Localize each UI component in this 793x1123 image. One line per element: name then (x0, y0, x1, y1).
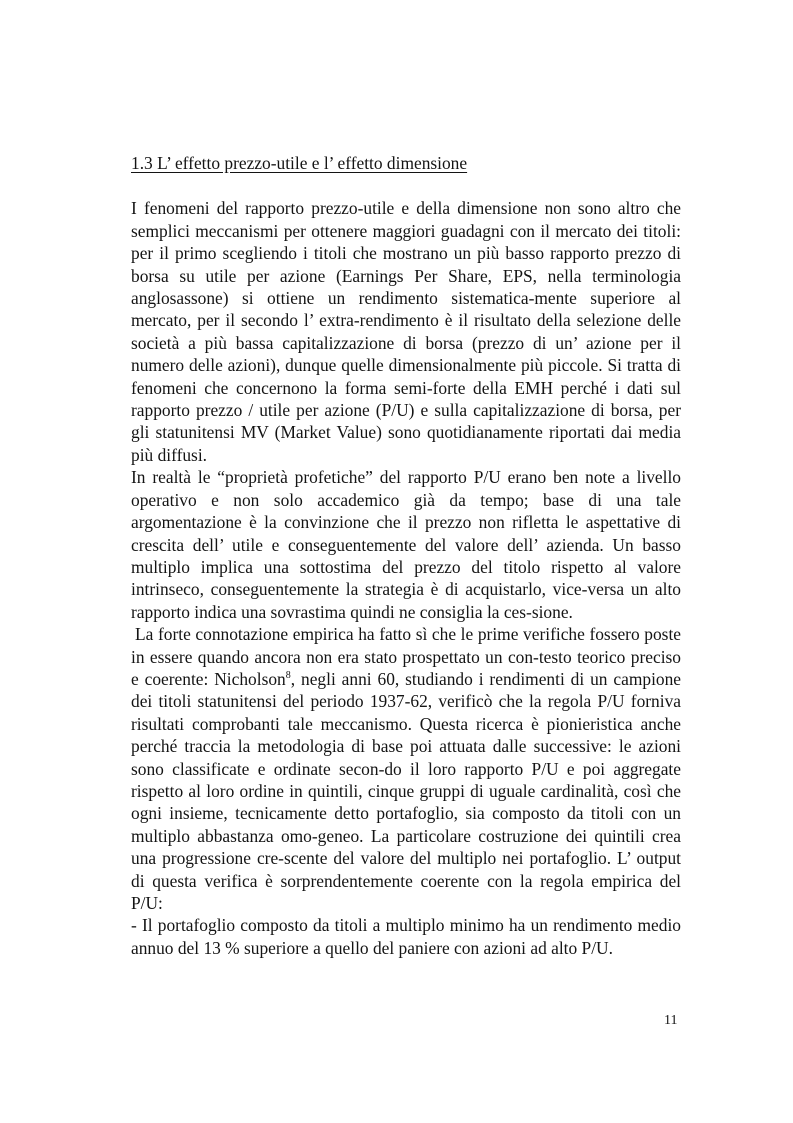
footnote-ref[interactable]: 8 (285, 669, 291, 681)
page-number: 11 (664, 1013, 678, 1028)
paragraph-3-text-a: La forte connotazione empirica ha fatto sì che le prime verifiche fossero poste in essere quando ancora non era stato prospettato un con-testo teorico preciso e coerente: Nicholson (131, 624, 681, 689)
paragraph-1: I fenomeni del rapporto prezzo-utile e della dimensione non sono altro che semplici meccanismi per ottenere maggiori guadagni con il mercato dei titoli: per il primo scegliendo i titoli che mostrano un più basso rapporto prezzo di borsa su utile per azione (Earnings Per Share, EPS, nella terminologia anglosassone) si ottiene un rendimento sistematica-mente superiore al mercato, per il secondo l’ extra-rendimento è il risultato della selezione delle società a più bassa capitalizzazione di borsa (prezzo di un’ azione per il numero delle azioni), dunque quelle dimensionalmente più piccole. Si tratta di fenomeni che concernono la forma semi-forte della EMH perché i dati sul rapporto prezzo / utile per azione (P/U) e sulla capitalizzazione di borsa, per gli statunitensi MV (Market Value) sono quotidianamente riportati dai media più diffusi. (131, 198, 681, 465)
bullet-item: - Il portafoglio composto da titoli a multiplo minimo ha un rendimento medio annuo del 13 % superiore a quello del paniere con azioni ad alto P/U. (131, 915, 681, 958)
paragraph-3-text-b: , negli anni 60, studiando i rendimenti di un campione dei titoli statunitensi del periodo 1937-62, verificò che la regola P/U forniva risultati comprobanti tale meccanismo. Questa ricerca è pionieristica anche perché traccia la metodologia di base poi attuata dalle successive: le azioni sono classificate e ordinate secon-do il loro rapporto P/U e poi aggregate rispetto al loro ordine in quintili, cinque gruppi di uguale cardinalità, così che ogni insieme, tecnicamente detto portafoglio, sia composto da titoli con un multiplo abbastanza omo-geneo. La particolare costruzione dei quintili crea una progressione cre-scente del valore del multiplo nei portafoglio. L’ output di questa verifica è sorprendentemente coerente con la regola empirica del P/U: (131, 668, 682, 913)
paragraph-2: In realtà le “proprietà profetiche” del rapporto P/U erano ben note a livello operativo e non solo accademico già da tempo; base di una tale argomentazione è la convinzione che il prezzo non rifletta le aspettative di crescita dell’ utile e conseguentemente del valore dell’ azienda. Un basso multiplo implica una sottostima del prezzo del titolo rispetto al valore intrinseco, conseguentemente la strategia è di acquistarlo, vice-versa un alto rapporto indica una sovrastima quindi ne consiglia la ces-sione. (131, 467, 681, 622)
document-body (131, 152, 681, 959)
section-heading: 1.3 L’ effetto prezzo-utile e l’ effetto dimensione (131, 153, 468, 173)
paragraph-3 (131, 623, 681, 914)
